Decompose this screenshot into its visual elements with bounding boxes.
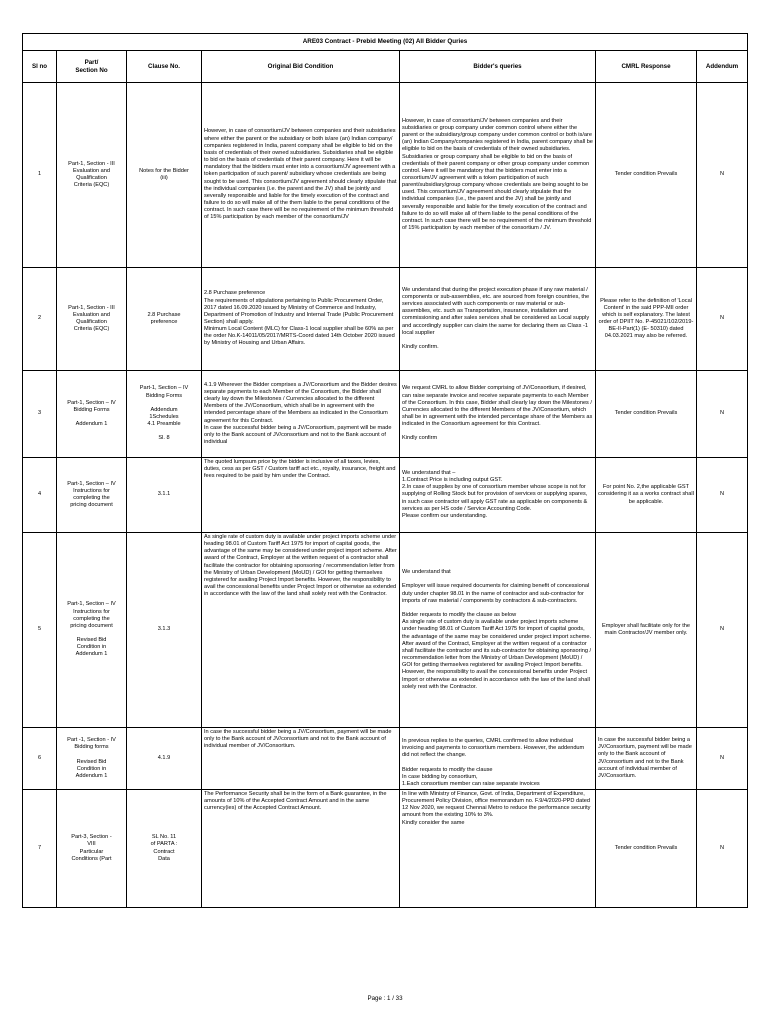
cmrl-response-cell: Tender condition Prevails [596, 790, 697, 908]
cmrl-response-cell: In case the successful bidder being a JV/Consortium, payment will be made only to the Bank account of JV/consortium and not to the Bank account of individual member of JV/Consortium. [596, 728, 697, 790]
addendum-cell: N [697, 83, 748, 268]
sl-no-cell: 6 [23, 728, 57, 790]
clause-cell: Part-1, Section – IV Bidding Forms Addendum 1Schedules 4.1 Preamble Sl. 8 [127, 371, 202, 458]
bidder-query-cell: We understand that during the project execution phase if any raw material / components or sub-assemblies, etc. are sourced from foreign countries, the services associated with such components or raw material or sub-assemblies, etc. such as Transportation, insurance, installation and commissioning and after sales services shall be considered as Local supply and accordingly supplier can claim the same for declaring them as Class -1 local supplier Kindly confirm. [400, 268, 596, 371]
bidder-query-cell: We understand that Employer will issue required documents for claiming benefit of concessional duty under chapter 98.01 in the name of contractor and sub-contractor for imports of raw material / components by contractors & sub-contractors. Bidder requests to modify the clause as below As single rate of custom duty is available under project imports scheme under heading 98.01 of Custom Tariff Act 1975 for import of capital goods, the advantage of the same may be considered under project import scheme. After award of the Contract, Employer at the written request of a contractor shall facilitate the contractor and its sub-contractor for obtaining sponsoring / recommendation letter from the Ministry of Urban Development (MoUD) / GOI for getting themselves registered for availing Project Import benefits. However, the responsibility to avail the concessional benefits under Project Import or otherwise as extended in accordance with the law of the land shall solely rest with the Contractor. [400, 533, 596, 728]
clause-cell: Notes for the Bidder (iii) [127, 83, 202, 268]
sl-no-cell: 1 [23, 83, 57, 268]
cmrl-response-cell: Tender condition Prevails [596, 371, 697, 458]
column-header-sl-no: Sl no [23, 51, 57, 83]
clause-cell: 3.1.3 [127, 533, 202, 728]
part-section-cell: Part-1, Section - III Evaluation and Qualification Criteria (EQC) [57, 83, 127, 268]
addendum-cell: N [697, 533, 748, 728]
table-title: ARE03 Contract - Prebid Meeting (02) All Bidder Quries [23, 34, 748, 51]
part-section-cell: Part -1, Section - IV Bidding forms Revised Bid Condition in Addendum 1 [57, 728, 127, 790]
cmrl-response-cell: For point No. 2,the applicable GST considering it as a works contract shall be applicable. [596, 458, 697, 533]
column-header-original-bid-condition: Original Bid Condition [202, 51, 400, 83]
addendum-cell: N [697, 728, 748, 790]
column-header-cmrl-response: CMRL Response [596, 51, 697, 83]
bidder-query-cell: We understand that – 1.Contract Price is including output GST. 2.In case of supplies by one of consortium member whose scope is not for supplying of Rolling Stock but for provision of services or supplying spares, in such case contractor will apply GST rate as applicable on components & services as per HS code / Service Accounting Code. Please confirm our understanding. [400, 458, 596, 533]
original-condition-cell: However, in case of consortium/JV between companies and their subsidiaries where either the parent or the subsidiary or both is/are (an) Indian company/ companies registered in India, parent company shall be eligible to bid on the basis of credentials of their owned subsidiaries. Subsidiaries shall be eligible to bid on the basis of credentials of their parent company. Here it will be mandatory that the bidders must enter into a consortium/JV agreement with a token participation of such parent/ subsidiary whose credentials are being sought to be used. This consortium/JV agreement should clearly stipulate that the individual companies (i.e. the parent and the JV) shall be jointly and severally responsible and liable for the timely execution of the contract and failure to do so will make all of the them liable to the penal conditions of the contract. In such case there will be no requirement of the minimum threshold of 15% participation by each member of the consortium/JV [202, 83, 400, 268]
column-header-addendum: Addendum [697, 51, 748, 83]
bidder-query-cell: In previous replies to the queries, CMRL confirmed to allow individual invoicing and payments to consortium members. However, the addendum did not reflect the change. Bidder requests to modify the clause In case bidding by consortium, 1.Each consortium member can raise separate invoices [400, 728, 596, 790]
part-section-cell: Part-1, Section – IV Instructions for completing the pricing document [57, 458, 127, 533]
column-header-part-section: Part/ Section No [57, 51, 127, 83]
cmrl-response-cell: Employer shall facilitate only for the main Contractor/JV member only. [596, 533, 697, 728]
bidder-query-cell: In line with Ministry of Finance, Govt. of India, Department of Expenditure, Procurement Policy Division, office memorandum no. F.9/4/2020-PPD dated 12 Nov 2020, we request Chennai Metro to reduce the performance security amount from the existing 10% to 3%. Kindly consider the same [400, 790, 596, 908]
table-row [23, 790, 748, 908]
sl-no-cell: 2 [23, 268, 57, 371]
part-section-cell: Part-1, Section - III Evaluation and Qualification Criteria (EQC) [57, 268, 127, 371]
table-row [23, 268, 748, 371]
original-condition-cell: As single rate of custom duty is available under project imports scheme under heading 98.01 of Custom Tariff Act 1975 for import of capital goods, the advantage of the same may be considered under project import scheme. After award of the Contract, Employer at the written request of a contractor shall facilitate the contractor for obtaining sponsoring / recommendation letter from the Ministry of Urban Development (MoUD) / GOI for getting themselves registered for availing Project Import benefits. However, the responsibility to avail the concessional benefits under Project Import or otherwise as extended in accordance with the law of the land shall solely rest with the Contractor. [202, 533, 400, 728]
part-section-cell: Part-1, Section – IV Bidding Forms Addendum 1 [57, 371, 127, 458]
addendum-cell: N [697, 458, 748, 533]
clause-cell: 4.1.9 [127, 728, 202, 790]
original-condition-cell: In case the successful bidder being a JV/Consortium, payment will be made only to the Bank account of JV/consortium and not to the Bank account of individual member of JV/Consortium. [202, 728, 400, 790]
table-row [23, 728, 748, 790]
sl-no-cell: 3 [23, 371, 57, 458]
table-row [23, 371, 748, 458]
page-number: Page : 1 / 33 [367, 995, 403, 1002]
part-section-cell: Part-1, Section – IV Instructions for completing the pricing document Revised Bid Condition in Addendum 1 [57, 533, 127, 728]
cmrl-response-cell: Please refer to the definition of 'Local Content' in the said PPP-MII order which is self explanatory. The latest order of DPIIT No. P-45021/102/2019-BE-II-Part(1) (E- 50310) dated 04.03.2021 may also be referred. [596, 268, 697, 371]
part-section-cell: Part-3, Section - VIII Particular Conditions (Part [57, 790, 127, 908]
table-row [23, 83, 748, 268]
bidder-queries-table [22, 33, 748, 908]
bidder-query-cell: However, in case of consortium/JV between companies and their subsidiaries or group company under common control where either the parent or the subsidiary/group company under common control or both is/are (an) Indian Company/companies registered in India, parent company shall be eligible to bid on the basis of credentials of their owned subsidiaries. Subsidiaries or group company shall be eligible to bid on the basis of credentials of their parent company or other group company under common control. Here it will be mandatory that the bidders must enter into a consortium/JV agreement with a token participation of such parent/subsidiary/group company whose credentials are being sought to be used. This consortium/JV agreement should clearly stipulate that the individual companies (i.e., the parent and the JV) shall be jointly and severally responsible and liable for the timely execution of the contract and failure to do so will make all of them liable to the penal conditions of the contract. In such case there will be no requirement of the minimum threshold of 15% participation by each member of the consortium / JV. [400, 83, 596, 268]
cmrl-response-cell: Tender condition Prevails [596, 83, 697, 268]
original-condition-cell: The Performance Security shall be in the form of a Bank guarantee, in the amounts of 10% of the Accepted Contract Amount and in the same currency(ies) of the Accepted Contract Amount. [202, 790, 400, 908]
column-header-clause-no: Clause No. [127, 51, 202, 83]
table-row [23, 533, 748, 728]
addendum-cell: N [697, 790, 748, 908]
table-row [23, 458, 748, 533]
sl-no-cell: 5 [23, 533, 57, 728]
sl-no-cell: 4 [23, 458, 57, 533]
sl-no-cell: 7 [23, 790, 57, 908]
original-condition-cell: 2.8 Purchase preference The requirements of stipulations pertaining to Public Procurement Order, 2017 dated 16.09.2020 issued by Ministry of Commerce and Industry, Department of Promotion of Industry and Internal Trade (Public Procurement Section) shall apply. Minimum Local Content (MLC) for Class-1 local supplier shall be 60% as per the order No.K-14011/05/2017/MRTS-Coord dated 14th October 2020 issued by Ministry of Housing and Urban Affairs. [202, 268, 400, 371]
clause-cell: 3.1.1 [127, 458, 202, 533]
bidder-query-cell: We request CMRL to allow Bidder comprising of JV/Consortium, if desired, can raise separate invoice and receive separate payments to each Member of the Consortium. In this case, Bidder shall clearly lay down the Milestones / Currencies allocated to the different Members of the JV/Consortium, which shall be in agreement with the intended percentage share of the Members as indicated in the Consortium agreement for this Contract. Kindly confirm [400, 371, 596, 458]
addendum-cell: N [697, 268, 748, 371]
clause-cell: 2.8 Purchase preference [127, 268, 202, 371]
original-condition-cell: 4.1.9 Wherever the Bidder comprises a JV/Consortium and the Bidder desires separate payments to each Member of the Consortium, the Bidder shall clearly lay down the Milestones / Currencies allocated to the different Members of the JV/Consortium, which shall be in agreement with the intended percentage share of the Members as indicated in the Consortium agreement for this Contract. In case the successful bidder being a JV/Consortium, payment will be made only to the Bank account of JV/consortium and not to the Bank account of individual [202, 371, 400, 458]
column-header-bidder-queries: Bidder's queries [400, 51, 596, 83]
clause-cell: SL No. 11 of PARTA : Contract Data [127, 790, 202, 908]
original-condition-cell: The quoted lumpsum price by the bidder is inclusive of all taxes, levies, duties, cess as per GST / Custom tariff act etc., royalty, insurance, freight and fees required to be paid by him under the Contract. [202, 458, 400, 533]
addendum-cell: N [697, 371, 748, 458]
